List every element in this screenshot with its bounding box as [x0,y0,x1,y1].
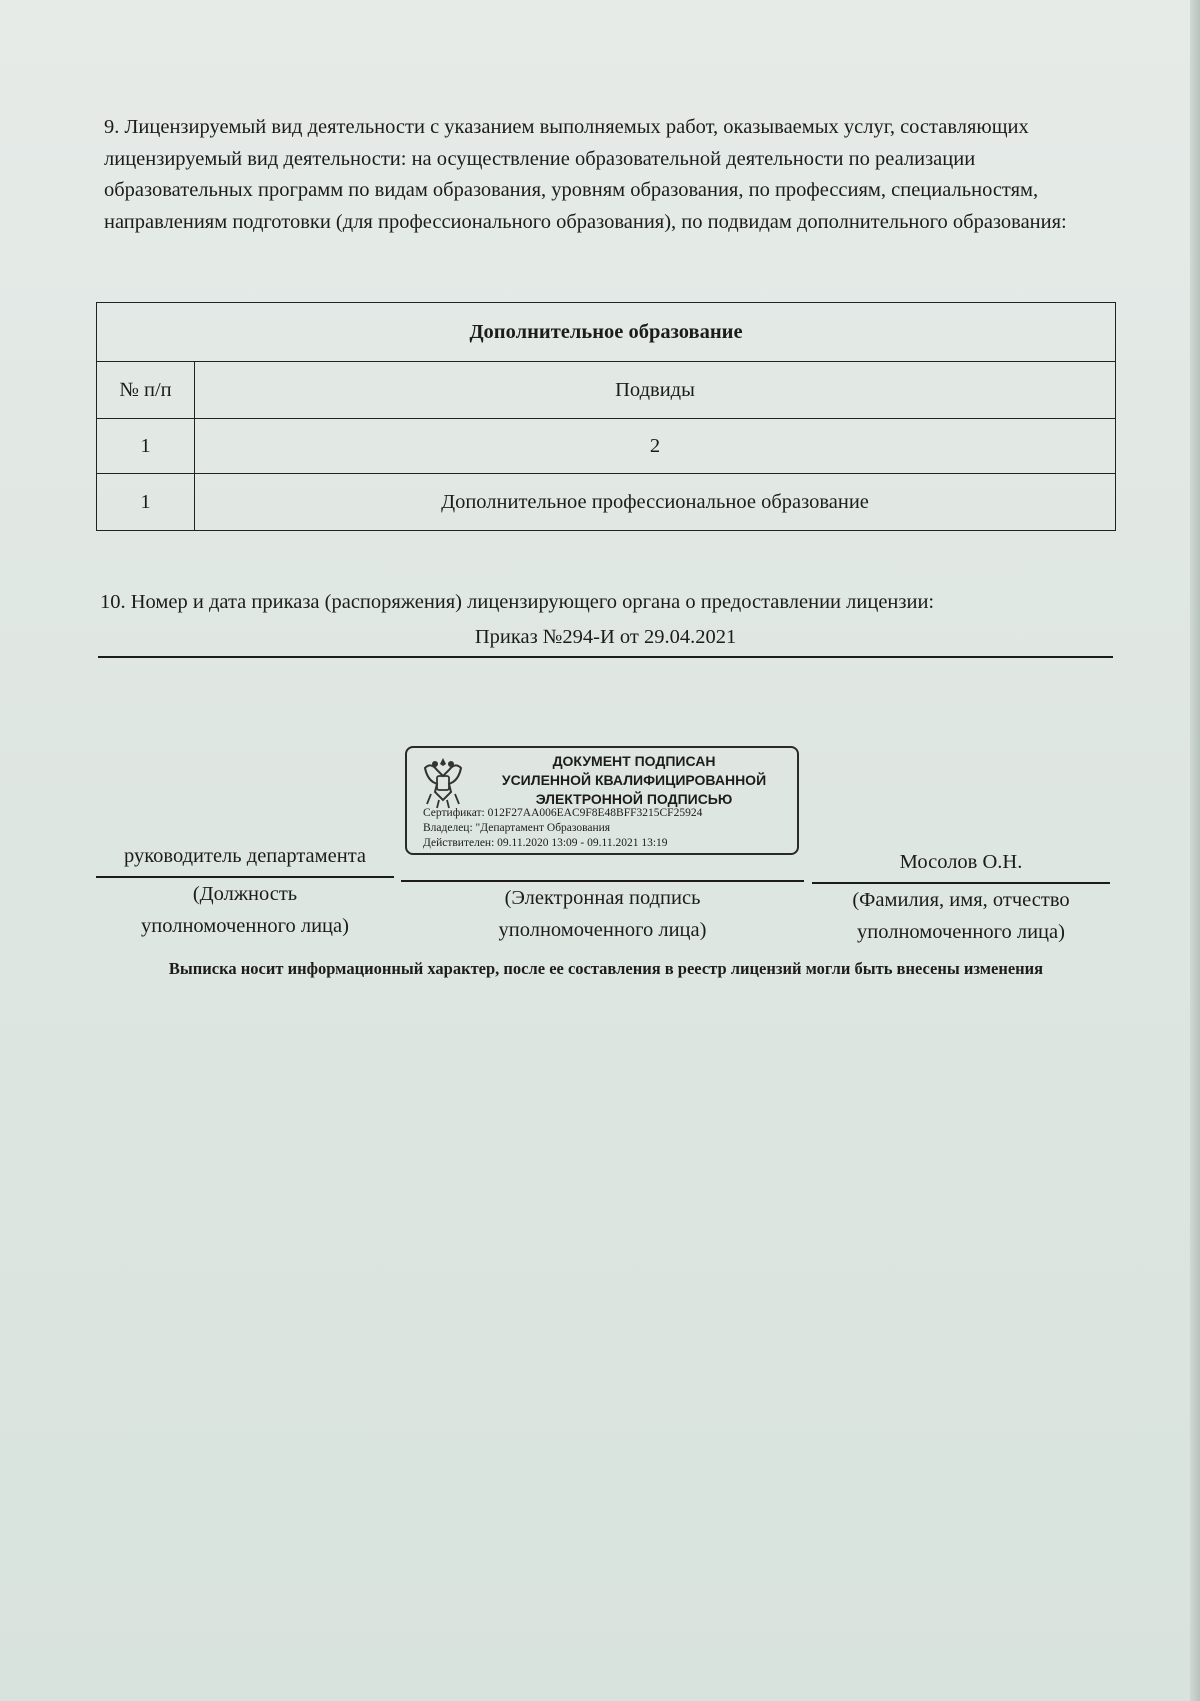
stamp-title-line-3: ЭЛЕКТРОННОЙ ПОДПИСЬЮ [535,791,733,807]
position-caption [96,876,394,942]
stamp-validity: Действителен: 09.11.2020 13:09 - 09.11.2021 13:19 [423,837,668,849]
signature-column [401,880,804,946]
license-table [96,302,1116,531]
signature-caption-line-1: (Электронная подпись [504,887,701,909]
section-10-text: 10. Номер и дата приказа (распоряжения) лицензирующего органа о предоставлении лицензии: [100,591,935,613]
table-title: Дополнительное образование [97,303,1116,362]
position-caption-line-2: уполномоченного лица) [141,915,349,937]
name-caption-line-1: (Фамилия, имя, отчество [852,889,1070,911]
position-column [96,840,394,942]
page-edge [1190,0,1200,1701]
table-row [97,474,1116,531]
column-header-subtypes: Подвиды [195,362,1116,419]
order-number: Приказ №294-И от 29.04.2021 [98,622,1113,658]
stamp-certificate: Сертификат: 012F27AA006EAC9F8E48BFF3215CF25924 [423,807,703,819]
stamp-title-line-2: УСИЛЕННОЙ КВАЛИФИЦИРОВАННОЙ [501,772,767,788]
column-number-1: 1 [97,419,195,474]
stamp-title-line-1: ДОКУМЕНТ ПОДПИСАН [552,753,716,769]
column-number-2: 2 [195,419,1116,474]
row-number: 1 [97,474,195,531]
name-caption [812,882,1110,948]
coat-of-arms-icon [417,754,469,810]
name-column [812,846,1110,948]
signer-position: руководитель департамента [124,845,366,867]
signature-caption-line-2: уполномоченного лица) [498,919,707,941]
footnote: Выписка носит информационный характер, после ее составления в реестр лицензий могли быть внесены изменения [168,959,1044,978]
position-caption-line-1: (Должность [192,883,298,905]
stamp-details [423,806,793,851]
signature-caption [401,880,804,946]
column-header-number: № п/п [97,362,195,419]
row-subtype: Дополнительное профессиональное образование [195,474,1116,531]
stamp-title [473,752,795,809]
digital-signature-stamp [405,746,799,855]
stamp-owner: Владелец: "Департамент Образования [423,822,611,834]
signer-name: Мосолов О.Н. [899,851,1023,873]
section-9-text: 9. Лицензируемый вид деятельности с указанием выполняемых работ, оказываемых услуг, составляющих лицензируемый вид деятельности: на осуществление образовательной деятельности по реализации образовательных программ по видам образования, уровням образования, по профессиям, специальностям, направлениям подготовки (для профессионального образования), по подвидам дополнительного образования: [104,116,1067,233]
name-caption-line-2: уполномоченного лица) [857,921,1065,943]
